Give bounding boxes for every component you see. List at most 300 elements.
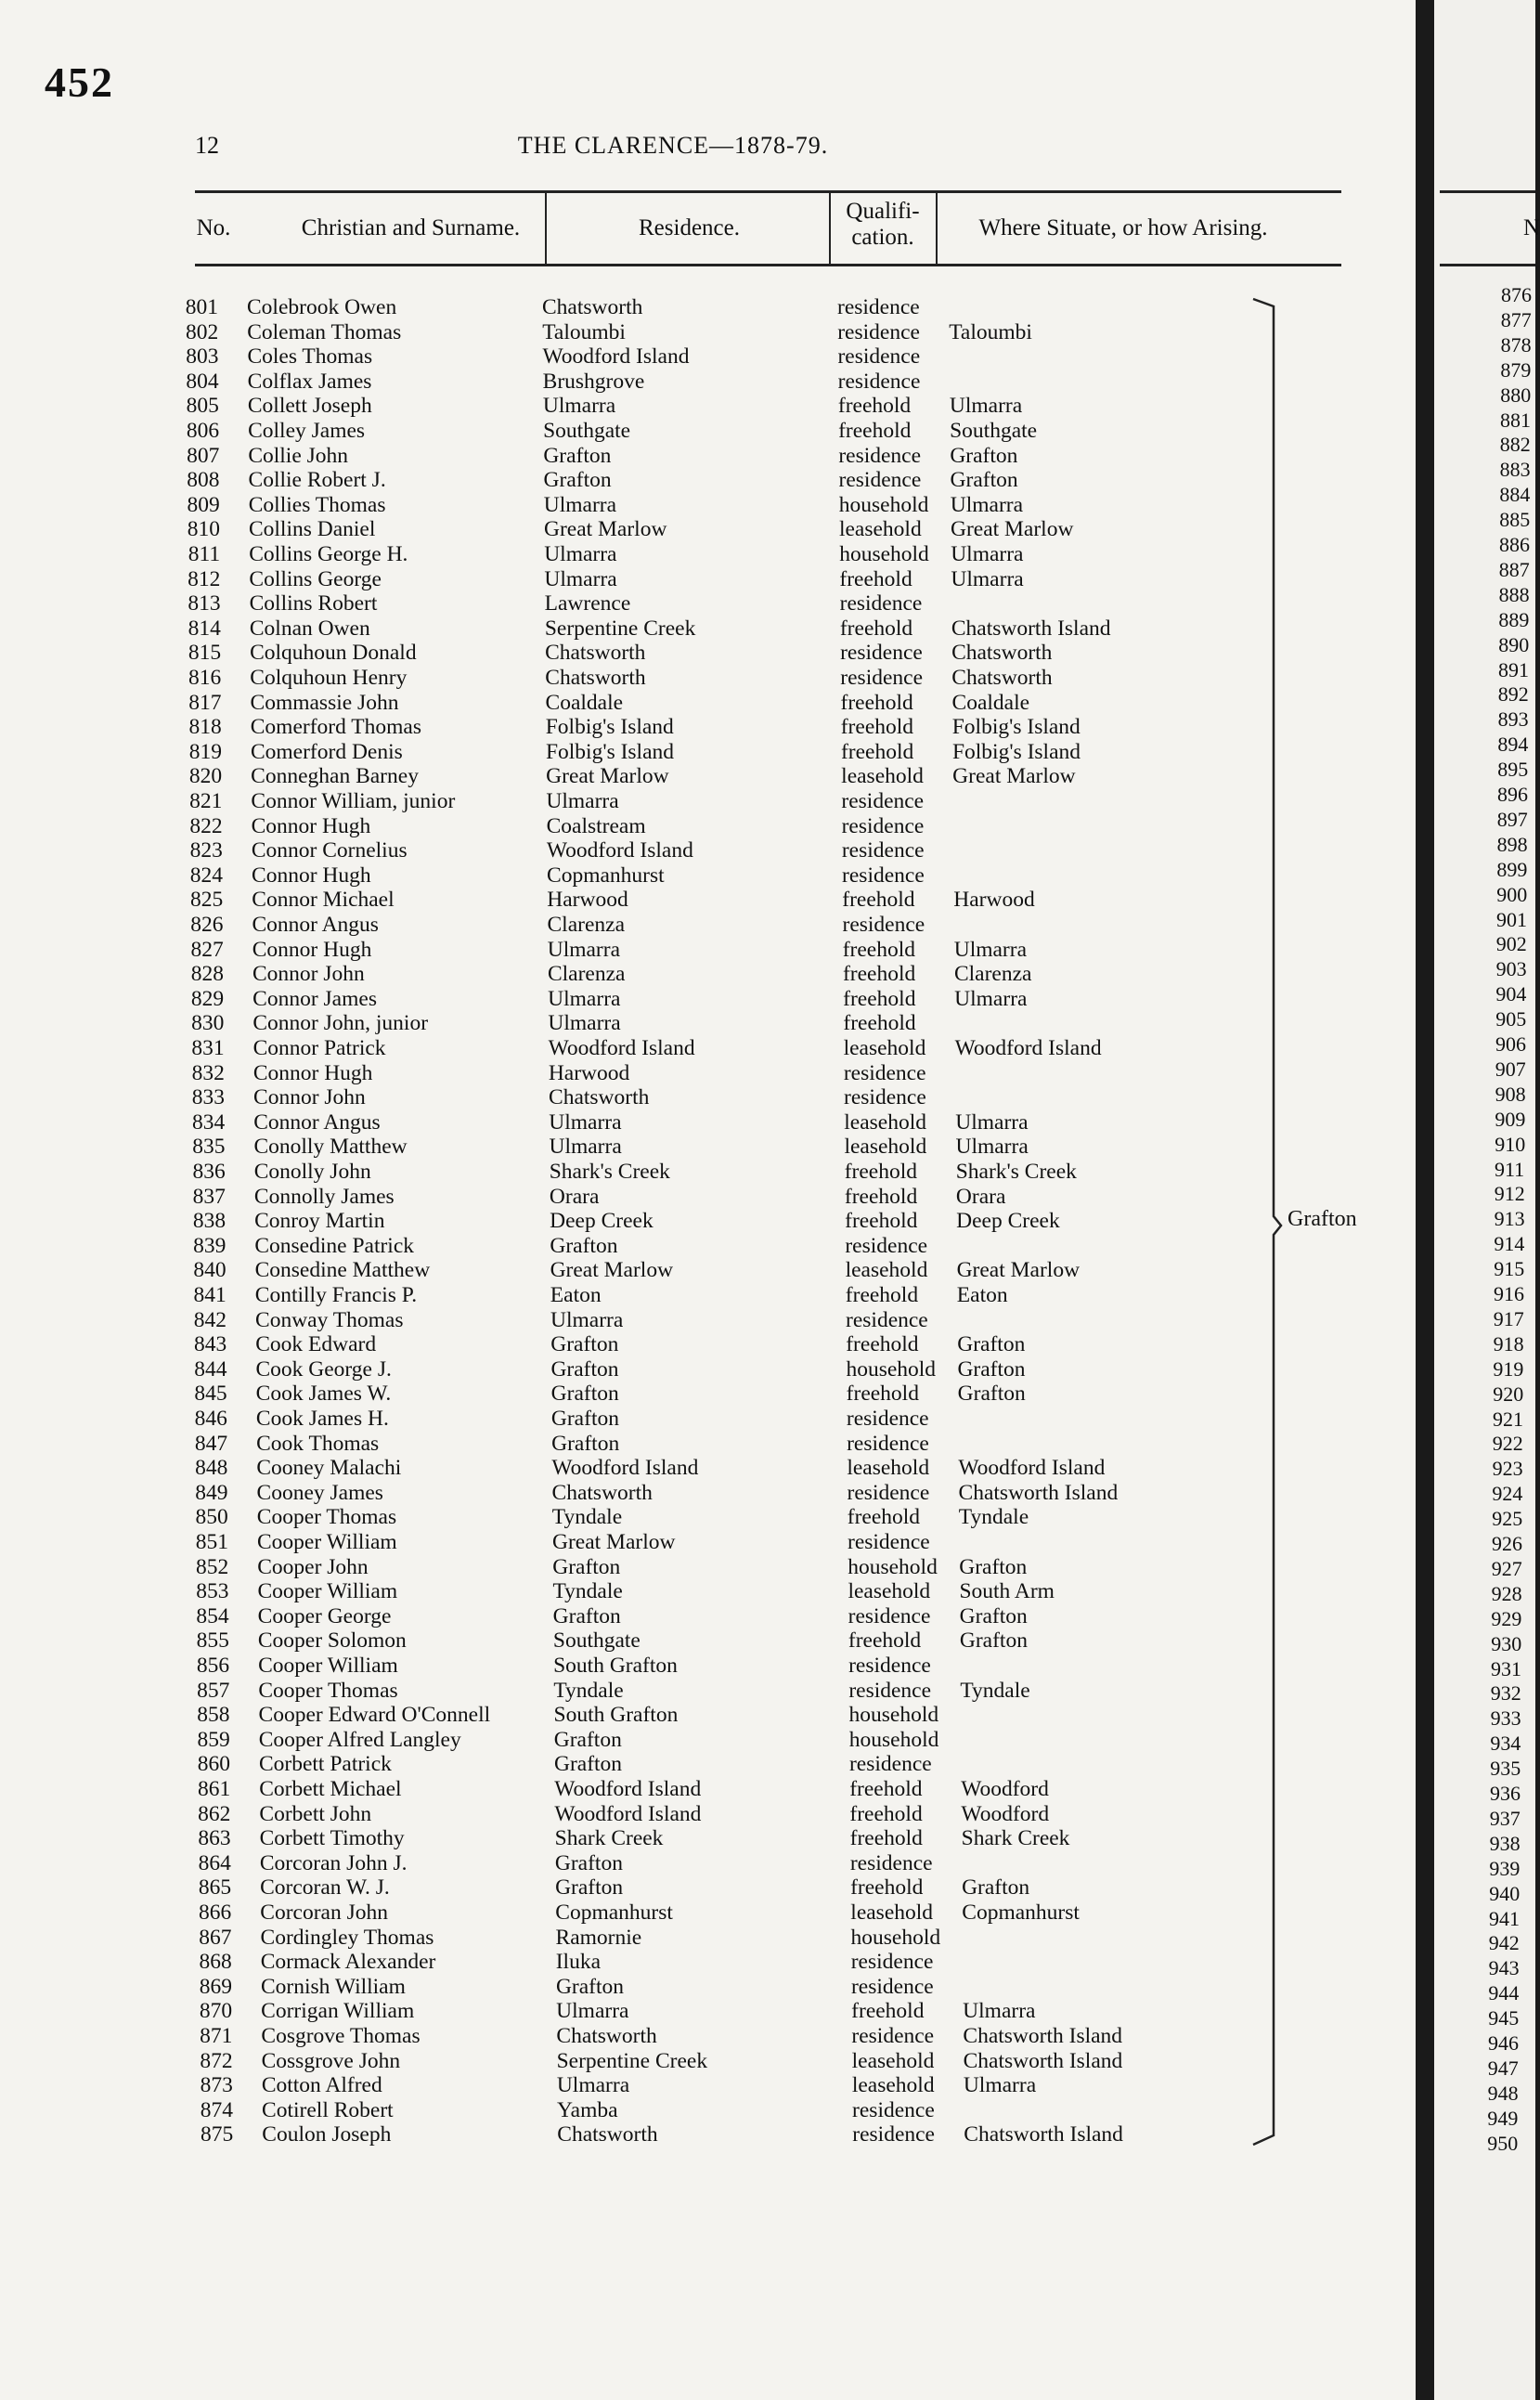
next-page-number: 950 [1487, 2131, 1519, 2155]
entry-residence: Grafton [552, 1554, 621, 1579]
entry-name: Corbett Michael [259, 1777, 402, 1801]
table-row [0, 938, 1346, 962]
table-row [0, 838, 1346, 863]
entry-residence: Orara [549, 1184, 600, 1209]
entry-qualification: household [839, 542, 929, 566]
entry-number: 819 [188, 739, 222, 764]
entry-number: 872 [200, 2048, 233, 2073]
entry-qualification: freehold [843, 986, 916, 1011]
next-page-number: 917 [1493, 1306, 1524, 1330]
entry-number: 809 [187, 492, 220, 517]
entry-name: Conroy Martin [254, 1209, 385, 1234]
entry-qualification: household [846, 1356, 937, 1382]
table-row [0, 863, 1346, 888]
table-row [0, 1308, 1346, 1332]
entry-number: 859 [197, 1727, 230, 1752]
table-row [0, 962, 1346, 986]
entry-name: Collie Robert J. [248, 468, 386, 493]
entry-residence: Grafton [550, 1382, 619, 1407]
entry-name: Cooper William [257, 1530, 397, 1554]
entry-name: Connor Hugh [252, 937, 372, 962]
entry-name: Cooper Solomon [257, 1628, 407, 1654]
entry-name: Colquhoun Donald [250, 641, 417, 666]
entry-where-situate: Chatsworth Island [963, 2024, 1123, 2048]
entry-qualification: residence [848, 1530, 930, 1554]
entry-name: Connor Hugh [252, 1060, 373, 1085]
entry-residence: Grafton [554, 1850, 623, 1875]
next-page-number: 946 [1488, 2031, 1519, 2055]
next-page-number: 937 [1489, 1806, 1521, 1830]
entry-name: Connor Hugh [252, 863, 371, 888]
entry-residence: Harwood [547, 888, 628, 913]
entry-residence: South Grafton [553, 1654, 678, 1678]
table-row [0, 987, 1346, 1011]
entry-qualification: freehold [849, 1826, 923, 1851]
next-page-number: 938 [1489, 1831, 1521, 1855]
entry-where-situate: Grafton [962, 1875, 1030, 1901]
entry-name: Corcoran John [260, 1901, 389, 1925]
entry-qualification: residence [852, 2097, 935, 2122]
entry-number: 847 [194, 1431, 228, 1456]
next-page-number: 882 [1499, 433, 1531, 457]
next-page-number: 949 [1487, 2106, 1519, 2130]
next-page-number: 889 [1498, 607, 1530, 631]
entry-number: 856 [196, 1654, 230, 1678]
entry-name: Colflax James [247, 369, 372, 394]
entry-qualification: residence [839, 591, 923, 616]
entry-qualification: residence [848, 1603, 931, 1628]
entry-name: Connor William, junior [251, 789, 456, 813]
entry-qualification: leasehold [848, 1579, 931, 1604]
next-page-number: 890 [1498, 632, 1530, 656]
header-name: Christian and Surname. [301, 215, 521, 240]
entry-qualification: residence [852, 2122, 935, 2147]
entry-name: Cooper Edward O'Connell [258, 1703, 491, 1728]
entry-qualification: residence [840, 666, 924, 690]
entry-qualification: leasehold [844, 1109, 926, 1135]
entry-name: Collins George [249, 566, 382, 591]
header-where: Where Situate, or how Arising. [978, 215, 1268, 240]
entry-residence: Harwood [548, 1060, 630, 1085]
entry-where-situate: Tyndale [958, 1505, 1029, 1530]
entry-qualification: leasehold [851, 2073, 935, 2098]
entry-number: 816 [188, 666, 222, 690]
next-page-number: 896 [1497, 783, 1528, 806]
table-row [0, 1135, 1346, 1159]
entry-residence: Brushgrove [542, 369, 645, 394]
next-page-number: 935 [1490, 1757, 1521, 1781]
entry-name: Collins Daniel [248, 517, 376, 542]
table-row [0, 1875, 1346, 1900]
entry-number: 823 [189, 838, 223, 863]
table-row [0, 691, 1346, 715]
entry-residence: Deep Creek [550, 1209, 654, 1234]
entry-qualification: residence [841, 789, 925, 813]
next-page-number: 901 [1496, 907, 1527, 931]
entry-residence: Ramornie [555, 1925, 642, 1950]
next-page-edge [1434, 0, 1540, 2400]
header-bottom-rule [195, 264, 1341, 266]
entry-residence: Chatsworth [542, 295, 643, 319]
entry-name: Corcoran W. J. [260, 1875, 390, 1901]
entry-residence: Folbig's Island [545, 715, 674, 740]
table-row [0, 1061, 1346, 1085]
entry-qualification: freehold [849, 1801, 923, 1826]
entry-where-situate: Grafton [950, 443, 1018, 468]
table-row [0, 740, 1346, 764]
entry-number: 829 [190, 986, 225, 1011]
entry-number: 849 [195, 1480, 228, 1505]
entry-residence: Ulmarra [544, 566, 617, 591]
next-page-number: 930 [1491, 1631, 1522, 1655]
entry-qualification: freehold [844, 1184, 918, 1209]
entry-where-situate: Grafton [959, 1554, 1028, 1579]
table-row [0, 2098, 1346, 2122]
table-row [0, 1826, 1346, 1850]
entry-qualification: residence [848, 1752, 932, 1777]
entry-qualification: residence [837, 344, 921, 370]
entry-residence: Ulmarra [556, 2073, 630, 2098]
entry-residence: Coaldale [545, 690, 624, 715]
entry-residence: Iluka [555, 1950, 602, 1975]
entry-name: Colley James [248, 419, 366, 443]
entry-residence: Folbig's Island [545, 739, 675, 764]
entry-residence: Woodford Island [548, 1036, 695, 1060]
entry-residence: Ulmarra [550, 1307, 624, 1332]
entry-name: Colebrook Owen [247, 295, 397, 319]
next-page-number: 929 [1491, 1606, 1522, 1630]
entry-number: 850 [195, 1505, 228, 1530]
table-row [0, 444, 1346, 468]
entry-name: Cooper William [258, 1654, 398, 1678]
entry-residence: Ulmarra [549, 1109, 622, 1135]
next-page-number: 881 [1500, 408, 1531, 432]
entry-name: Cook Edward [255, 1332, 377, 1357]
brace-label: Grafton [1288, 1207, 1357, 1231]
next-page-number: 918 [1493, 1331, 1524, 1356]
entry-residence: Chatsworth [557, 2122, 658, 2147]
entry-qualification: household [848, 1727, 939, 1752]
table-row [0, 1160, 1346, 1184]
entry-where-situate: Chatsworth Island [951, 616, 1111, 641]
next-page-number: 925 [1492, 1507, 1523, 1531]
next-page-number: 876 [1501, 283, 1532, 306]
entry-name: Comerford Thomas [250, 715, 422, 740]
next-page-number: 944 [1488, 1981, 1520, 2005]
next-page-number: 941 [1489, 1906, 1520, 1930]
entry-where-situate: Grafton [957, 1356, 1026, 1382]
next-page-number: 909 [1495, 1107, 1526, 1131]
entry-residence: Chatsworth [545, 666, 646, 690]
entry-residence: Coalstream [546, 813, 646, 838]
entry-qualification: freehold [842, 937, 916, 962]
entry-number: 840 [193, 1258, 226, 1283]
entry-number: 836 [192, 1160, 226, 1184]
entry-number: 842 [193, 1307, 227, 1332]
next-page-number: 922 [1492, 1432, 1523, 1456]
entry-number: 874 [200, 2097, 234, 2122]
table-row [0, 1456, 1346, 1480]
entry-qualification: leasehold [850, 1901, 934, 1925]
entry-name: Corrigan William [261, 1999, 415, 2024]
next-page-number: 899 [1496, 857, 1528, 881]
next-page-number: 902 [1495, 932, 1527, 956]
entry-qualification: household [850, 1925, 941, 1950]
entry-name: Cooper Thomas [258, 1678, 398, 1703]
entry-number: 822 [189, 813, 223, 838]
table-row [0, 1011, 1346, 1035]
entry-residence: Grafton [553, 1727, 622, 1752]
entry-name: Collies Thomas [248, 492, 386, 517]
entry-number: 855 [196, 1628, 229, 1654]
entry-residence: Great Marlow [552, 1530, 676, 1554]
next-page-number: 928 [1491, 1581, 1522, 1605]
next-page-number: 894 [1497, 733, 1529, 757]
entry-number: 868 [199, 1950, 232, 1975]
entry-name: Connor Hugh [251, 813, 371, 838]
entry-number: 804 [186, 369, 219, 394]
entry-qualification: freehold [842, 888, 915, 913]
entry-where-situate: Great Marlow [956, 1258, 1081, 1283]
entry-residence: Shark Creek [554, 1826, 664, 1851]
entry-name: Cosgrove Thomas [261, 2024, 421, 2048]
entry-residence: Grafton [550, 1233, 618, 1258]
entry-number: 814 [188, 616, 221, 641]
entry-name: Conneghan Barney [251, 764, 419, 789]
entry-name: Cotirell Robert [262, 2097, 394, 2122]
entry-qualification: residence [846, 1407, 929, 1431]
entry-number: 841 [193, 1283, 226, 1307]
table-row [0, 1332, 1346, 1356]
entry-number: 813 [188, 591, 221, 616]
entry-qualification: freehold [849, 1777, 923, 1801]
next-page-number: 903 [1495, 957, 1527, 981]
table-row [0, 567, 1346, 591]
entry-name: Cossgrove John [261, 2048, 401, 2073]
entry-number: 857 [197, 1678, 230, 1703]
entry-qualification: freehold [846, 1382, 919, 1407]
entry-residence: Clarenza [547, 962, 626, 987]
table-row [0, 1407, 1346, 1431]
next-page-number: 891 [1498, 657, 1529, 681]
entry-qualification: freehold [838, 419, 912, 443]
entry-residence: Grafton [553, 1752, 623, 1777]
entry-qualification: leasehold [838, 517, 922, 542]
entry-name: Connor John [252, 962, 365, 987]
entry-where-situate: Grafton [959, 1603, 1028, 1628]
entry-name: Cooper William [257, 1579, 398, 1604]
entry-number: 860 [197, 1752, 230, 1777]
entry-where-situate: Great Marlow [950, 517, 1074, 542]
table-row [0, 1505, 1346, 1529]
table-row [0, 1728, 1346, 1752]
entry-residence: Ulmarra [548, 1011, 621, 1036]
entry-qualification: household [848, 1554, 938, 1579]
entry-where-situate: Shark Creek [961, 1826, 1070, 1851]
table-row [0, 641, 1346, 665]
entry-name: Comerford Denis [250, 739, 403, 764]
next-page-number: 919 [1493, 1356, 1524, 1381]
entry-number: 837 [192, 1184, 226, 1209]
header-divider-name [545, 193, 547, 264]
entry-residence: Southgate [543, 419, 631, 443]
entry-qualification: residence [843, 1060, 926, 1085]
entry-number: 835 [192, 1135, 226, 1160]
entry-residence: Eaton [550, 1283, 602, 1307]
entry-number: 810 [187, 517, 220, 542]
next-page-number: 916 [1494, 1282, 1524, 1305]
entry-qualification: residence [841, 813, 925, 838]
entry-name: Conolly Matthew [253, 1135, 408, 1160]
grafton-brace [1244, 288, 1346, 2182]
entry-where-situate: Chatsworth Island [958, 1480, 1119, 1505]
entry-qualification: residence [837, 319, 920, 344]
entry-name: Connor Patrick [252, 1036, 386, 1060]
table-row [0, 2122, 1346, 2147]
entry-number: 865 [198, 1875, 232, 1901]
page-number: 12 [195, 132, 219, 159]
entry-residence: Grafton [555, 1974, 625, 1999]
entry-name: Cook James H. [255, 1407, 389, 1431]
table-row [0, 320, 1346, 344]
table-row [0, 2049, 1346, 2073]
entry-number: 815 [188, 641, 222, 666]
entry-residence: Ulmarra [544, 542, 617, 566]
entry-residence: Copmanhurst [555, 1901, 673, 1925]
entry-where-situate: Ulmarra [955, 1135, 1029, 1160]
table-row [0, 1628, 1346, 1653]
next-page-number: 947 [1487, 2056, 1519, 2080]
entry-number: 821 [189, 789, 223, 813]
entry-name: Cornish William [260, 1974, 406, 1999]
table-row [0, 344, 1346, 369]
table-row [0, 2024, 1346, 2048]
entry-number: 858 [197, 1703, 230, 1728]
entry-name: Cook Thomas [256, 1431, 380, 1456]
table-row [0, 468, 1346, 492]
next-page-number: 939 [1489, 1856, 1521, 1880]
entry-name: Connolly James [253, 1184, 395, 1209]
entry-qualification: leasehold [851, 2048, 935, 2073]
next-page-number: 887 [1498, 557, 1530, 581]
entry-residence: Grafton [555, 1875, 624, 1901]
entry-name: Cotton Alfred [261, 2073, 382, 2098]
table-row [0, 394, 1346, 418]
entry-qualification: leasehold [844, 1135, 927, 1160]
entry-number: 851 [195, 1530, 228, 1554]
entry-qualification: freehold [840, 690, 913, 715]
entry-where-situate: Eaton [956, 1283, 1008, 1307]
entry-name: Colnan Owen [249, 616, 370, 641]
entry-residence: Chatsworth [549, 1085, 650, 1110]
table-row [0, 591, 1346, 616]
entry-residence: Grafton [552, 1603, 621, 1628]
next-page-number: 905 [1495, 1007, 1527, 1031]
next-page-number: 921 [1493, 1407, 1523, 1431]
entry-name: Connor Angus [253, 1109, 381, 1135]
table-row [0, 1530, 1346, 1554]
table-row [0, 1209, 1346, 1233]
entry-name: Corbett John [259, 1801, 372, 1826]
next-page-number: 912 [1494, 1182, 1525, 1206]
next-page-number: 923 [1492, 1457, 1523, 1481]
table-row [0, 1926, 1346, 1950]
entry-number: 866 [199, 1901, 232, 1925]
entry-residence: Southgate [552, 1628, 641, 1654]
entry-residence: Tyndale [551, 1505, 623, 1530]
table-row [0, 616, 1346, 641]
table-row [0, 1975, 1346, 1999]
entry-where-situate: Ulmarra [951, 566, 1024, 591]
entry-number: 839 [193, 1233, 226, 1258]
entry-where-situate: Chatsworth [951, 666, 1053, 690]
next-page-number: 934 [1490, 1732, 1521, 1756]
entry-where-situate: Shark's Creek [955, 1160, 1077, 1184]
entry-number: 824 [189, 863, 224, 888]
entry-number: 805 [186, 394, 219, 419]
entry-qualification: freehold [850, 1875, 924, 1901]
entry-where-situate: Copmanhurst [962, 1901, 1080, 1925]
entry-name: Colquhoun Henry [250, 666, 408, 690]
entry-name: Corbett Timothy [259, 1826, 405, 1851]
entry-where-situate: Coaldale [951, 690, 1030, 715]
entry-qualification: residence [848, 1678, 932, 1703]
next-page-number: 908 [1495, 1082, 1526, 1106]
entry-number: 820 [188, 764, 223, 789]
table-row [0, 1777, 1346, 1801]
entry-number: 803 [186, 344, 219, 370]
table-row [0, 913, 1346, 937]
table-row [0, 1703, 1346, 1727]
table-row [0, 1901, 1346, 1925]
entry-where-situate: Ulmarra [951, 542, 1024, 566]
entry-where-situate: Ulmarra [954, 986, 1028, 1011]
entry-name: Cooper John [257, 1554, 369, 1579]
entry-name: Cormack Alexander [260, 1950, 436, 1975]
entry-where-situate: Ulmarra [955, 1109, 1029, 1135]
entry-qualification: leasehold [841, 764, 924, 789]
entry-number: 825 [190, 888, 224, 913]
entry-where-situate: Tyndale [960, 1678, 1030, 1703]
entry-qualification: residence [850, 1950, 934, 1975]
entry-where-situate: South Arm [959, 1579, 1055, 1604]
entry-qualification: freehold [839, 566, 912, 591]
entry-number: 870 [199, 1999, 233, 2024]
entry-number: 817 [188, 690, 222, 715]
entry-name: Collie John [248, 443, 349, 468]
entry-number: 852 [195, 1554, 229, 1579]
folio-number: 452 [45, 58, 114, 106]
entry-residence: Grafton [543, 443, 612, 468]
table-row [0, 1679, 1346, 1703]
table-row [0, 1432, 1346, 1456]
entry-name: Connor Angus [252, 913, 379, 937]
entry-number: 848 [195, 1456, 228, 1481]
next-page-number: 900 [1496, 882, 1528, 906]
table-row [0, 1258, 1346, 1282]
table-row [0, 814, 1346, 838]
next-page-number: 892 [1497, 682, 1529, 707]
entry-qualification: freehold [847, 1505, 921, 1530]
entry-residence: Ulmarra [543, 492, 617, 517]
next-header-top-rule [1440, 190, 1535, 193]
table-row [0, 1579, 1346, 1603]
next-page-number: 932 [1490, 1681, 1521, 1706]
entry-qualification: leasehold [843, 1036, 926, 1060]
next-page-number: 940 [1489, 1881, 1521, 1905]
entry-residence: Ulmarra [549, 1135, 622, 1160]
entry-residence: Great Marlow [550, 1258, 674, 1283]
